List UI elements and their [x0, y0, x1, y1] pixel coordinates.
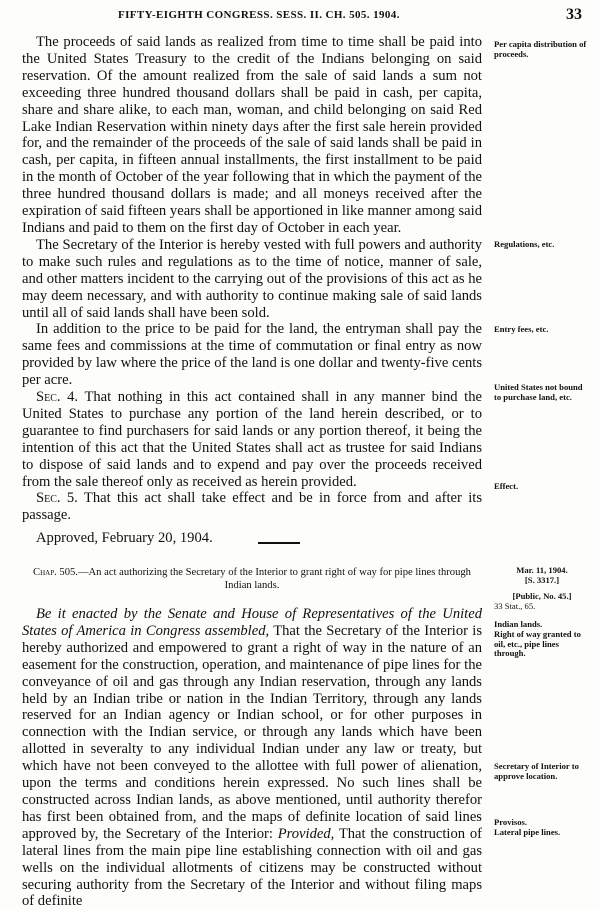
margin-note-public: [Public, No. 45.]	[512, 591, 572, 601]
page-number: 33	[566, 6, 582, 23]
margin-note-secretary: Secretary of Interior to approve location.	[494, 761, 579, 781]
chapter-title	[22, 566, 482, 592]
margin-note-effect: Effect.	[494, 481, 519, 491]
margin-note-lateral: Lateral pipe lines.	[494, 827, 561, 837]
chapter-505	[22, 566, 482, 910]
paragraph-proceeds: The proceeds of said lands as realized from time to time shall be paid into the United States Treasury to the credit of the Indians belonging on said reservation. Of the amount realized from the sale of said lands a sum not exceeding three hundred thousand dollars shall be paid in cash, per capita, share and share alike, to each man, woman, and child belonging on said Red Lake Indian Reservation within ninety days after the first sale herein provided for, and the remainder of the proceeds of the sale of said lands shall be paid in cash, per capita, in fifteen annual installments, the first installment to be paid in the month of October of the year following that in which the payment of the three hundred thousand dollars is made; and all moneys received after the expiration of said fifteen years shall be apportioned in like manner among said Indians and paid to them on the first day of October in each year.	[22, 34, 482, 236]
page-header	[0, 6, 600, 26]
margin-note-date: Mar. 11, 1904.	[516, 565, 568, 575]
section-5-text: That this act shall take effect and be in force from and after its passage.	[22, 490, 482, 524]
margin-note-right-of-way: Right of way granted to oil, etc., pipe lines through.	[494, 629, 581, 659]
margin-note-indian-lands: Indian lands.	[494, 619, 543, 629]
margin-note-entry-fees: Entry fees, etc.	[494, 324, 549, 334]
paragraph-regulations: The Secretary of the Interior is hereby vested with full powers and authority to make such rules and regulations as to the time of notice, manner of sale, and other matters incident to the carrying out of the provisions of this act as he may deem necessary, and with authority to continue making sale of said lands until all of said lands shall have been sold.	[22, 236, 482, 321]
section-4-text: That nothing in this act contained shall in any manner bind the United States to purchase any portion of the land herein described, or to guarantee to find purchasers for said lands or any portion thereof, it being the intention of this act that the United States shall act as trustee for said Indians to dispose of said lands and to expend and pay over the proceeds received from the sale thereof only as received as herein provided.	[22, 389, 483, 490]
enacting-clause: Be it enacted by the Senate and House of Representatives of the United States of America in Congress assembled,	[22, 606, 482, 639]
statute-text	[22, 34, 482, 547]
section-4	[22, 389, 482, 490]
margin-note-regulations: Regulations, etc.	[494, 239, 555, 249]
margin-note-stat: 33 Stat., 65.	[494, 601, 536, 611]
act-text-main: That the Secretary of the Interior is hereby authorized and empowered to grant a right of way in the nature of an easement for the construction, operation, and maintenance of pipe lines for the conveyance of oil and gas through any Indian reservation, through any lands held by an Indian tribe or nation in the Indian Territory, through any lands reserved for an Indian agency or Indian school, or for other purposes in connection with the Indian service, or through any lands which have been allotted in severalty to any individual Indian under any law or treaty, but which have not been conveyed to the allottee with full power of alienation, upon the terms and conditions herein expressed. No such lines shall be constructed across Indian lands, as above mentioned, until authority therefor has first been obtained from, and the maps of definite location of said lines approved by, the Secretary of the Interior:	[22, 622, 482, 842]
section-5	[22, 490, 482, 524]
margin-note-per-capita: Per capita distribution of proceeds.	[494, 39, 587, 59]
chapter-description: —An act authorizing the Secretary of the Interior to grant right of way for pipe lines through Indian lands.	[77, 567, 471, 591]
act-text-proviso: That the construction of lateral lines from the main pipe line establishing connection with oil and gas wells on the individual allotments of citizens may be constructed without securing authority from the Secretary of the Interior and without filing maps of definite	[22, 825, 482, 910]
chapter-label: Chap. 505.	[33, 567, 78, 578]
provided-label: Provided,	[277, 825, 335, 842]
section-divider	[258, 542, 300, 544]
margin-note-bill: [S. 3317.]	[524, 575, 560, 585]
margin-note-provisos: Provisos.	[494, 817, 528, 827]
approval-line: Approved, February 20, 1904.	[36, 530, 213, 547]
margin-note-not-bound: United States not bound to purchase land, etc.	[494, 382, 583, 402]
paragraph-entry-fees: In addition to the price to be paid for the land, the entryman shall pay the same fees and commissions at the time of commutation or final entry as now provided by law where the price of the land is one dollar and twenty-five cents per acre.	[22, 321, 482, 389]
running-head: FIFTY-EIGHTH CONGRESS. SESS. II. CH. 505. 1904.	[118, 9, 400, 21]
section-5-label: Sec. 5.	[36, 490, 78, 507]
act-text	[22, 606, 482, 910]
section-4-label: Sec. 4.	[36, 389, 79, 406]
